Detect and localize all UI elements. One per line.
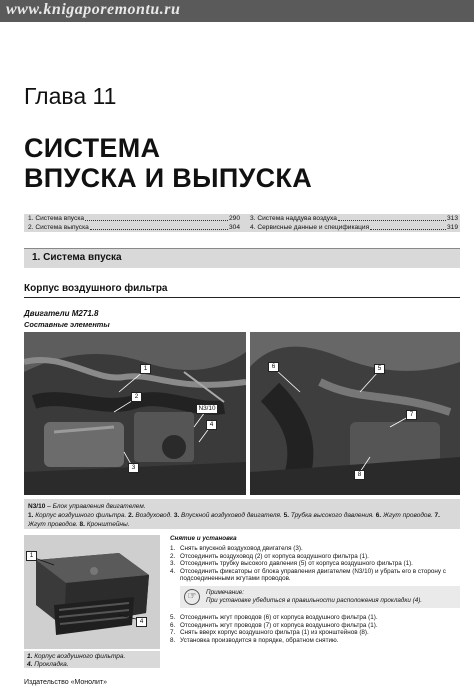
procedure-step <box>170 545 460 552</box>
toc-item[interactable] <box>28 223 240 232</box>
toc-num: 1. <box>28 215 34 222</box>
callout-label: 1 <box>140 364 151 374</box>
callout-label: N3/10 <box>196 404 218 414</box>
chapter-title <box>24 133 312 193</box>
caption-item-text: Впускной воздуховод двигателя. <box>179 512 284 519</box>
chapter-label: Глава 11 <box>24 83 117 109</box>
toc-page: 290 <box>228 215 240 222</box>
caption-item-text: Корпус воздушного фильтра. <box>32 653 126 660</box>
callout-label: 6 <box>268 362 279 372</box>
procedure-step <box>170 568 460 583</box>
callout-label: 2 <box>131 392 142 402</box>
step-number: 8. <box>170 636 176 644</box>
engine-bay-photo-1 <box>24 332 246 495</box>
step-number: 5. <box>170 614 176 622</box>
caption-item-text: Прокладка. <box>32 661 69 668</box>
procedure-step <box>170 614 460 621</box>
caption-text: – Блок управления двигателем. <box>45 503 146 510</box>
caption-item-text: Жгут проводов. <box>381 512 435 519</box>
step-number: 1. <box>170 545 176 553</box>
callout-label: 8 <box>354 470 365 480</box>
toc-leader <box>85 214 228 221</box>
toc-text: Система впуска <box>35 215 85 222</box>
photo-caption <box>24 499 460 529</box>
step-text: Отсоединить фиксаторы от блока управления двигателем (N3/10) и убрать его в сторону с подсоединенными жгутами проводов. <box>180 567 446 583</box>
step-text: Отсоединить воздуховод (2) от корпуса воздушного фильтра (1). <box>180 552 369 560</box>
toc-column-left <box>28 214 240 232</box>
engine-label: Двигатели M271.8 <box>24 309 99 318</box>
title-line-2: ВПУСКА И ВЫПУСКА <box>24 163 312 193</box>
caption-item-num: 2. <box>128 512 134 519</box>
caption-item-num: 3. <box>173 512 180 519</box>
toc-item[interactable] <box>250 214 458 223</box>
note-box <box>180 586 460 608</box>
caption-item-text: Трубка высокого давления. <box>289 512 376 519</box>
callout-label: 7 <box>406 410 417 420</box>
toc-column-right <box>250 214 458 232</box>
callout-label: 4 <box>206 420 217 430</box>
section-title: 1. Система впуска <box>32 252 122 263</box>
callout-label: 4 <box>136 617 147 627</box>
callout-label: 3 <box>128 463 139 473</box>
caption-item-num: 7. <box>434 512 440 519</box>
step-number: 6. <box>170 621 176 629</box>
toc-page: 319 <box>446 224 458 231</box>
subsection-title: Корпус воздушного фильтра <box>24 283 168 294</box>
toc-num: 4. <box>250 224 256 231</box>
caption-item-num: 5. <box>283 512 290 519</box>
caption-item-num: 1. <box>27 653 33 660</box>
toc-page: 304 <box>228 224 240 231</box>
section-header <box>24 248 460 268</box>
toc-text: Система наддува воздуха <box>257 215 337 222</box>
engine-bay-photo-2 <box>250 332 460 495</box>
toc-leader <box>370 223 446 230</box>
watermark-text: www.knigaporemontu.ru <box>6 1 181 18</box>
callout-label: 5 <box>374 364 385 374</box>
toc-leader <box>338 214 446 221</box>
step-text: Отсоединить жгут проводов (6) от корпуса воздушного фильтра (1). <box>180 614 378 622</box>
callout-label: 1 <box>26 551 37 561</box>
toc-num: 2. <box>28 224 34 231</box>
publisher-footer: Издательство «Монолит» <box>24 679 108 686</box>
divider <box>24 297 460 298</box>
photo-caption-2 <box>24 651 160 668</box>
air-filter-photo <box>24 535 160 649</box>
caption-item-num: 4. <box>27 661 33 668</box>
caption-lead: N3/10 <box>28 503 46 510</box>
step-number: 4. <box>170 567 176 575</box>
caption-item-num: 1. <box>28 512 34 519</box>
step-text: Снять впускной воздуховод двигателя (3). <box>180 545 303 553</box>
caption-item-text: Кронштейны. <box>84 521 130 528</box>
step-number: 2. <box>170 552 176 560</box>
procedure-step <box>170 629 460 636</box>
watermark-bar <box>0 0 474 22</box>
caption-item-text: Воздуховод. <box>133 512 174 519</box>
table-of-contents <box>24 214 460 232</box>
info-hand-icon: ☞ <box>184 589 200 605</box>
procedure-step <box>170 560 460 567</box>
step-number: 3. <box>170 560 176 568</box>
toc-text: Система выпуска <box>35 224 89 231</box>
note-text: При установке убедиться в правильности расположения прокладки (4). <box>206 596 423 604</box>
air-filter-photo-art <box>24 535 160 649</box>
toc-text: Сервисные данные и спецификация <box>257 224 370 231</box>
toc-item[interactable] <box>28 214 240 223</box>
procedure-heading: Снятие и установка <box>170 535 237 542</box>
caption-item-text: Жгут проводов. <box>28 521 80 528</box>
step-text: Отсоединить жгут проводов (7) от корпуса воздушного фильтра (1). <box>180 621 378 629</box>
caption-item-num: 6. <box>375 512 382 519</box>
procedure-step <box>170 637 460 644</box>
procedure-block <box>170 535 460 644</box>
step-text: Установка производится в порядке, обратном снятию. <box>180 636 339 644</box>
caption-item-text: Корпус воздушного фильтра. <box>33 512 129 519</box>
toc-page: 313 <box>446 215 458 222</box>
step-number: 7. <box>170 629 176 637</box>
step-text: Снять вверх корпус воздушного фильтра (1) из кронштейнов (8). <box>180 629 369 637</box>
note-heading: Примечание: <box>206 589 245 597</box>
components-label: Составные элементы <box>24 320 110 329</box>
toc-item[interactable] <box>250 223 458 232</box>
step-text: Отсоединить трубку высокого давления (5) от корпуса воздушного фильтра (1). <box>180 560 413 568</box>
toc-num: 3. <box>250 215 256 222</box>
toc-leader <box>90 223 228 230</box>
title-line-1: СИСТЕМА <box>24 133 161 163</box>
caption-item-num: 8. <box>79 521 85 528</box>
